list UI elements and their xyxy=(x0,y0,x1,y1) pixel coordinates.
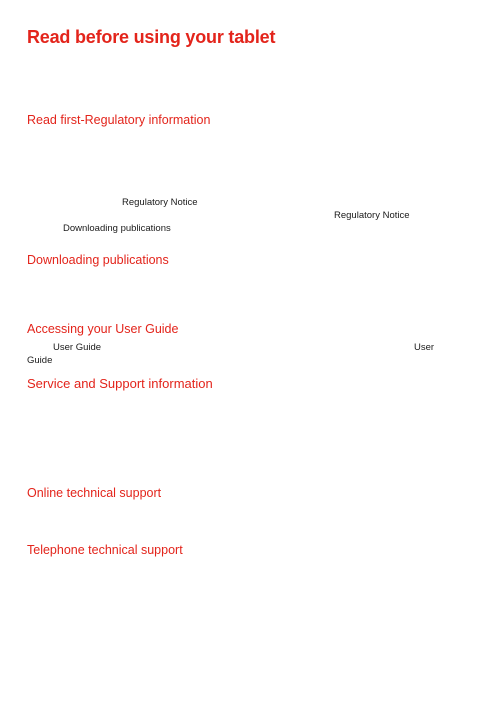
body-text-fragment: Regulatory Notice xyxy=(334,210,410,221)
body-text-fragment: Regulatory Notice xyxy=(122,197,198,208)
section-heading-user-guide: Accessing your User Guide xyxy=(27,322,179,336)
body-text-fragment: User Guide xyxy=(53,342,102,353)
body-text-fragment: Guide xyxy=(27,355,53,366)
body-text-fragment: User xyxy=(414,342,435,353)
section-heading-telephone-support: Telephone technical support xyxy=(27,543,183,557)
section-heading-downloading: Downloading publications xyxy=(27,253,169,267)
section-heading-read-first: Read first-Regulatory information xyxy=(27,113,211,127)
section-heading-online-support: Online technical support xyxy=(27,486,162,500)
section-heading-service: Service and Support information xyxy=(27,376,213,391)
body-text-fragment: Downloading publications xyxy=(63,223,171,234)
page-title: Read before using your tablet xyxy=(27,27,276,47)
